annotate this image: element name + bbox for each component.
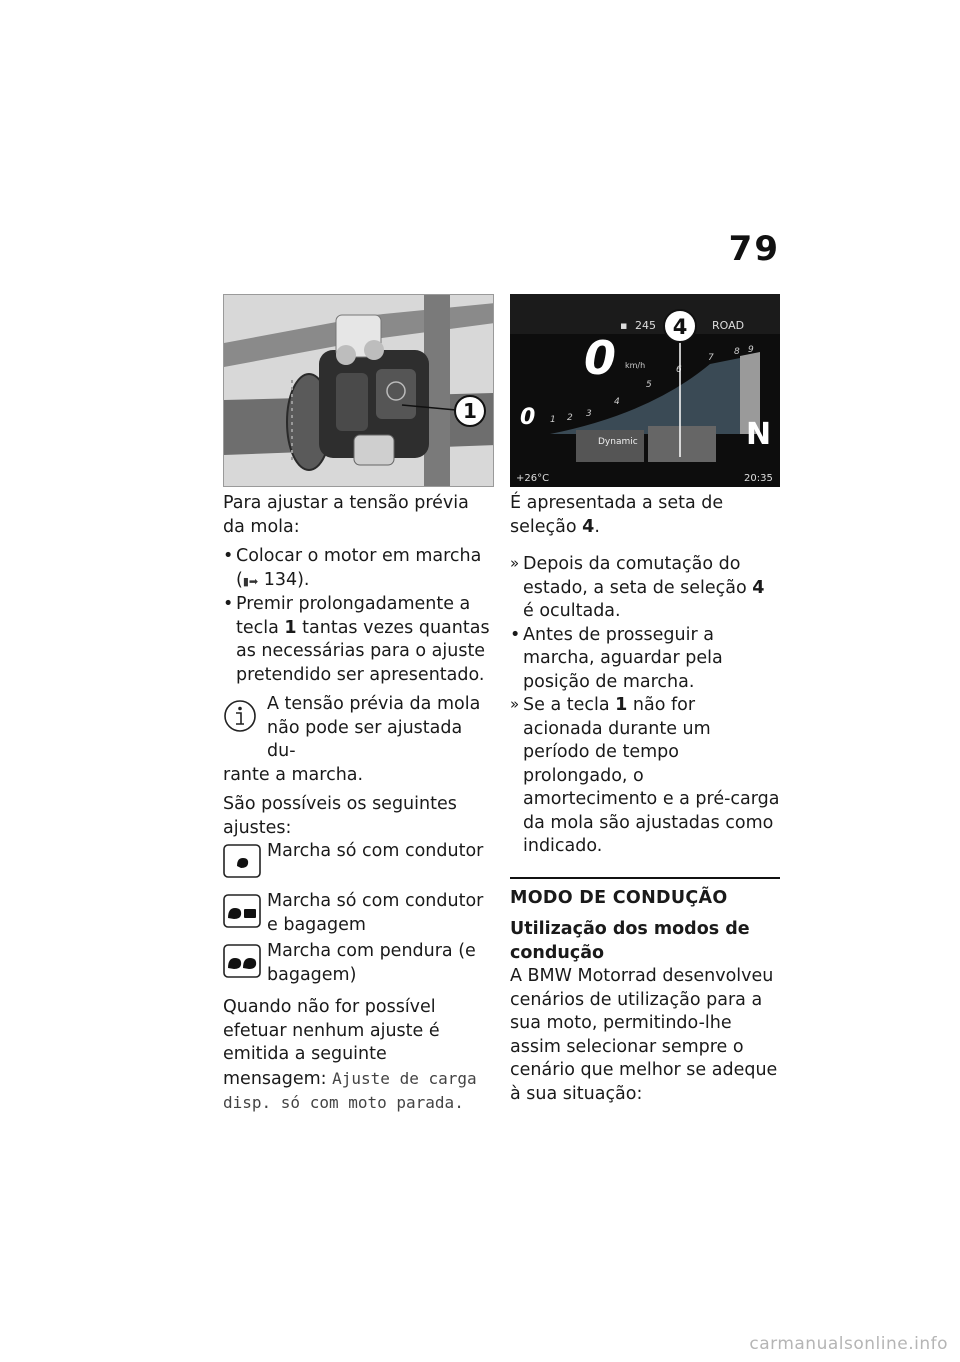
- key-reference: 4: [752, 577, 765, 598]
- list-item-text: Antes de prosseguir a marcha, aguardar pela posição de marcha.: [523, 624, 723, 692]
- list-item-text: é ocultada.: [523, 601, 621, 621]
- mode-row: [223, 840, 491, 890]
- left-column: [223, 492, 491, 1116]
- rider-only-icon: [223, 844, 261, 878]
- list-item: [223, 545, 491, 593]
- list-item: [510, 624, 780, 695]
- callout-1: 1: [463, 399, 477, 423]
- key-reference: 1: [615, 695, 628, 715]
- intro-text-body: É apresentada a seta de seleção: [510, 493, 724, 537]
- mode-label: Marcha com pendura (e bagagem): [267, 941, 476, 985]
- list-item-text: Premir prolongadamente a tecla: [236, 594, 471, 638]
- bullet-mark: •: [223, 546, 234, 566]
- tft-display-illustration: [510, 294, 780, 487]
- clock: 20:35: [744, 473, 773, 484]
- closing-text-body: Quando não for possível efetuar nenhum ajuste é emitida a seguinte mensagem:: [223, 997, 440, 1089]
- svg-text:1: 1: [550, 415, 556, 425]
- svg-text:4: 4: [614, 397, 620, 407]
- riding-mode-label: Dynamic: [598, 437, 638, 447]
- bullet-mark: •: [223, 594, 234, 614]
- mode-label: Marcha só com condutor e bagagem: [267, 891, 484, 935]
- svg-text:8: 8: [734, 347, 740, 357]
- callout-4: 4: [672, 315, 688, 339]
- watermark: carmanualsonline.info: [749, 1333, 948, 1354]
- list-item: [510, 694, 780, 859]
- intro-text: [510, 492, 780, 539]
- speed-value: 0: [584, 331, 617, 385]
- rider-passenger-icon: [223, 944, 261, 978]
- note-line: rante a marcha.: [223, 764, 364, 785]
- svg-text:7: 7: [708, 353, 714, 363]
- speed-unit: km/h: [625, 361, 646, 370]
- result-mark: »: [510, 695, 520, 713]
- display-message: Ajuste de carga disp. só com moto parada.: [223, 1068, 477, 1112]
- tft-display-figure: [510, 294, 780, 487]
- page-ref: 134).: [263, 569, 310, 590]
- page-ref-arrow-icon: ▮➡: [242, 574, 259, 588]
- intro-text: Para ajustar a tensão prévia da mola:: [223, 493, 469, 537]
- subsection-title: Utilização dos modos de condução: [510, 919, 750, 963]
- gear-indicator: N: [746, 417, 772, 452]
- svg-text:6: 6: [676, 365, 682, 375]
- list-item-text: Colocar o motor em marcha (: [236, 546, 482, 590]
- intro-text-end: .: [594, 516, 600, 537]
- mode-label: ROAD: [712, 319, 745, 332]
- temperature: +26°C: [516, 473, 550, 484]
- bullet-mark: •: [510, 624, 521, 645]
- settings-intro: São possíveis os seguintes ajustes:: [223, 794, 457, 838]
- svg-text:3: 3: [586, 409, 592, 419]
- page-number: 79: [728, 229, 780, 269]
- section-divider: [510, 877, 780, 879]
- note-line: não pode ser ajustada du-: [267, 717, 463, 761]
- info-note: [223, 693, 491, 787]
- list-item-text: Depois da comutação do estado, a seta de seleção: [523, 554, 753, 598]
- mode-row: [223, 890, 491, 940]
- svg-text:2: 2: [567, 413, 573, 423]
- handlebar-switch-illustration: [224, 295, 494, 487]
- right-column: [510, 492, 780, 1106]
- svg-text:5: 5: [646, 380, 652, 390]
- key-reference: 1: [284, 617, 297, 638]
- note-line: A tensão prévia da mola: [267, 694, 481, 714]
- closing-text: [223, 996, 491, 1116]
- list-item-text: não for acionada durante um período de tempo prolongado, o amortecimento e a pré-carga da mola são ajustadas como indicado.: [523, 695, 780, 856]
- rider-luggage-icon: [223, 894, 261, 928]
- info-icon: [223, 699, 257, 733]
- mode-row: [223, 940, 491, 990]
- section-text: A BMW Motorrad desenvolveu cenários de utilização para a sua moto, permitindo-lhe assim selecionar sempre o cenário que melhor se adeque à sua situação:: [510, 966, 778, 1104]
- list-item: [510, 553, 780, 624]
- svg-text:▪: ▪: [620, 319, 628, 332]
- fuel-range: 245: [635, 319, 656, 332]
- section-title: MODO DE CONDUÇÃO: [510, 887, 728, 908]
- svg-text:9: 9: [748, 345, 754, 355]
- list-item-text: tantas vezes quantas as necessárias para o ajuste pretendido ser apresentado.: [236, 617, 490, 685]
- result-mark: »: [510, 554, 520, 572]
- list-item-text: Se a tecla: [523, 695, 616, 715]
- gear-display: 0: [520, 405, 536, 430]
- mode-label: Marcha só com condutor: [267, 841, 484, 861]
- key-reference: 4: [582, 516, 595, 537]
- handlebar-switch-figure: [223, 294, 494, 487]
- list-item: [223, 593, 491, 687]
